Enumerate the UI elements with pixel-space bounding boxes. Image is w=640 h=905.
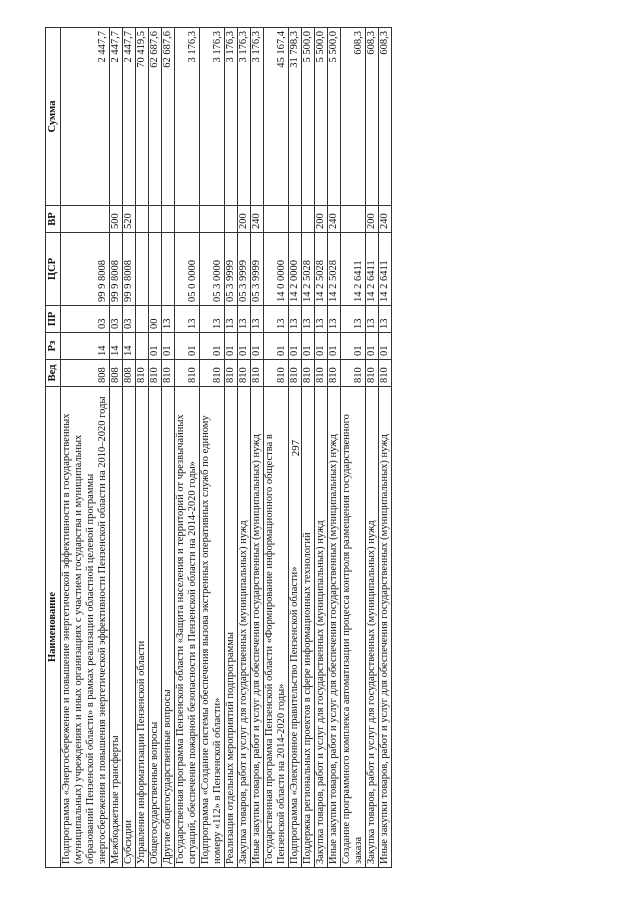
cell-vr: 240 — [379, 206, 392, 233]
cell-rz: 01 — [175, 333, 200, 360]
page-number: 297 — [290, 439, 302, 457]
cell-pr: 00 — [149, 306, 162, 333]
cell-csr: 05 3 9999 — [238, 233, 251, 306]
cell-ved: 810 — [289, 360, 302, 387]
table-row — [302, 28, 315, 868]
cell-sum: 2 447,7 — [123, 28, 136, 206]
cell-csr: 14 2 0000 — [289, 233, 302, 306]
cell-pr: 13 — [175, 306, 200, 333]
cell-ved: 810 — [238, 360, 251, 387]
cell-ved: 810 — [302, 360, 315, 387]
cell-vr — [175, 206, 200, 233]
cell-rz: 01 — [200, 333, 225, 360]
cell-csr: 14 0 0000 — [264, 233, 289, 306]
cell-name: Другие общегосударственные вопросы — [162, 387, 175, 868]
cell-ved: 810 — [251, 360, 264, 387]
cell-pr: 13 — [251, 306, 264, 333]
cell-csr: 14 2 6411 — [366, 233, 379, 306]
cell-rz: 01 — [328, 333, 341, 360]
cell-name: Государственная программа Пензенской области «Формирование информационного общества в Пензенской области на 2014-2020 годы» — [264, 387, 289, 868]
cell-csr: 14 2 5028 — [328, 233, 341, 306]
cell-sum: 3 176,3 — [200, 28, 225, 206]
cell-rz: 14 — [123, 333, 136, 360]
cell-sum: 3 176,3 — [175, 28, 200, 206]
cell-name: Подпрограмма «Энергосбережение и повышение энергетической эффективности в государственных (муниципальных) учреждениях и иных организациях с участием государства и муниципальных образований Пензенской области» в рамках реализации областной целевой программы энергосбережения и повышения энергетической эффективности Пензенской области на 2010–2020 годы — [61, 387, 110, 868]
cell-ved: 810 — [264, 360, 289, 387]
cell-csr: 14 2 5028 — [302, 233, 315, 306]
cell-name: Государственная программа Пензенской области «Защита населения и территорий от чрезвычайных ситуаций, обеспечение пожарной безопасности в Пензенской области на 2014-2020 годы» — [175, 387, 200, 868]
table-row — [341, 28, 366, 868]
cell-name: Закупка товаров, работ и услуг для государственных (муниципальных) нужд — [366, 387, 379, 868]
cell-sum: 3 176,3 — [251, 28, 264, 206]
table-row — [238, 28, 251, 868]
table-row — [289, 28, 302, 868]
header-name: Наименование — [46, 387, 61, 868]
cell-csr: 99 9 8008 — [61, 233, 110, 306]
cell-csr — [162, 233, 175, 306]
cell-sum: 5 500,0 — [328, 28, 341, 206]
table-row — [175, 28, 200, 868]
cell-sum: 3 176,3 — [238, 28, 251, 206]
cell-vr: 240 — [328, 206, 341, 233]
cell-sum: 62 687,6 — [149, 28, 162, 206]
cell-name: Иные закупки товаров, работ и услуг для обеспечения государственных (муниципальных) нужд — [328, 387, 341, 868]
cell-vr — [136, 206, 149, 233]
cell-sum: 3 176,3 — [225, 28, 238, 206]
cell-csr: 14 2 6411 — [341, 233, 366, 306]
cell-ved: 810 — [379, 360, 392, 387]
cell-pr: 13 — [328, 306, 341, 333]
cell-pr: 13 — [289, 306, 302, 333]
cell-sum: 608,3 — [379, 28, 392, 206]
cell-ved: 810 — [341, 360, 366, 387]
table-row — [200, 28, 225, 868]
table-row — [149, 28, 162, 868]
cell-rz: 01 — [379, 333, 392, 360]
cell-ved: 810 — [225, 360, 238, 387]
cell-rz: 01 — [238, 333, 251, 360]
cell-rz: 01 — [162, 333, 175, 360]
cell-name: Иные закупки товаров, работ и услуг для обеспечения государственных (муниципальных) нужд — [379, 387, 392, 868]
table-row — [251, 28, 264, 868]
cell-name: Закупка товаров, работ и услуг для государственных (муниципальных) нужд — [315, 387, 328, 868]
cell-pr: 13 — [302, 306, 315, 333]
table-header-row — [46, 28, 61, 868]
cell-pr: 13 — [200, 306, 225, 333]
cell-rz: 01 — [315, 333, 328, 360]
cell-pr — [136, 306, 149, 333]
cell-ved: 810 — [366, 360, 379, 387]
cell-sum: 2 447,7 — [61, 28, 110, 206]
cell-sum: 608,3 — [341, 28, 366, 206]
cell-vr: 200 — [315, 206, 328, 233]
cell-name: Подпрограмма «Создание системы обеспечения вызова экстренных оперативных служб по единому номеру «112» в Пензенской области» — [200, 387, 225, 868]
cell-sum: 62 687,6 — [162, 28, 175, 206]
table-row — [315, 28, 328, 868]
table-row — [136, 28, 149, 868]
cell-vr — [61, 206, 110, 233]
cell-csr: 05 3 9999 — [251, 233, 264, 306]
cell-csr: 99 9 8008 — [123, 233, 136, 306]
table-row — [379, 28, 392, 868]
cell-sum: 2 447,7 — [110, 28, 123, 206]
cell-rz: 01 — [302, 333, 315, 360]
cell-ved: 810 — [200, 360, 225, 387]
cell-rz: 01 — [289, 333, 302, 360]
cell-csr — [149, 233, 162, 306]
budget-table — [45, 27, 392, 868]
cell-sum: 5 500,0 — [302, 28, 315, 206]
cell-rz: 01 — [251, 333, 264, 360]
cell-rz: 01 — [366, 333, 379, 360]
header-sum: Сумма — [46, 28, 61, 206]
cell-rz: 14 — [61, 333, 110, 360]
cell-pr: 13 — [162, 306, 175, 333]
cell-vr — [341, 206, 366, 233]
cell-rz: 14 — [110, 333, 123, 360]
cell-csr — [136, 233, 149, 306]
cell-pr: 13 — [315, 306, 328, 333]
cell-sum: 31 798,3 — [289, 28, 302, 206]
cell-vr — [149, 206, 162, 233]
table-body — [61, 28, 392, 868]
cell-name: Создание программного комплекса автоматизации процесса контроля размещения государственного заказа — [341, 387, 366, 868]
cell-name: Межбюджетные трансферты — [110, 387, 123, 868]
cell-name: Поддержка региональных проектов в сфере информационных технологий — [302, 387, 315, 868]
table-row — [366, 28, 379, 868]
cell-ved: 810 — [175, 360, 200, 387]
table-row — [328, 28, 341, 868]
cell-rz — [136, 333, 149, 360]
cell-ved: 810 — [315, 360, 328, 387]
cell-rz: 01 — [149, 333, 162, 360]
cell-csr: 99 9 8008 — [110, 233, 123, 306]
table-row — [110, 28, 123, 868]
cell-name: Закупка товаров, работ и услуг для государственных (муниципальных) нужд — [238, 387, 251, 868]
cell-vr: 240 — [251, 206, 264, 233]
cell-csr: 05 3 9999 — [225, 233, 238, 306]
cell-ved: 810 — [328, 360, 341, 387]
cell-pr: 13 — [264, 306, 289, 333]
cell-pr: 03 — [61, 306, 110, 333]
rotated-page-content — [45, 28, 537, 868]
cell-ved: 808 — [110, 360, 123, 387]
cell-vr — [225, 206, 238, 233]
cell-name: Подпрограмма «Электронное правительство Пензенской области» — [289, 387, 302, 868]
cell-ved: 808 — [61, 360, 110, 387]
cell-vr — [289, 206, 302, 233]
cell-ved: 810 — [136, 360, 149, 387]
cell-csr: 14 2 6411 — [379, 233, 392, 306]
table-row — [61, 28, 110, 868]
table-row — [225, 28, 238, 868]
cell-pr: 13 — [341, 306, 366, 333]
cell-pr: 03 — [110, 306, 123, 333]
cell-name: Реализация отдельных мероприятий подпрограммы — [225, 387, 238, 868]
cell-pr: 13 — [366, 306, 379, 333]
cell-rz: 01 — [341, 333, 366, 360]
cell-pr: 13 — [379, 306, 392, 333]
cell-vr: 200 — [238, 206, 251, 233]
cell-sum: 5 500,0 — [315, 28, 328, 206]
cell-vr: 200 — [366, 206, 379, 233]
cell-rz: 01 — [225, 333, 238, 360]
cell-sum: 608,3 — [366, 28, 379, 206]
cell-ved: 808 — [123, 360, 136, 387]
header-vr: ВР — [46, 206, 61, 233]
cell-name: Субсидии — [123, 387, 136, 868]
table-row — [162, 28, 175, 868]
table-row — [123, 28, 136, 868]
cell-ved: 810 — [162, 360, 175, 387]
cell-csr: 05 3 0000 — [200, 233, 225, 306]
cell-vr — [200, 206, 225, 233]
cell-vr: 520 — [123, 206, 136, 233]
header-pr: ПР — [46, 306, 61, 333]
cell-vr — [162, 206, 175, 233]
cell-name: Управление информатизации Пензенской области — [136, 387, 149, 868]
header-rz: Рз — [46, 333, 61, 360]
header-csr: ЦСР — [46, 233, 61, 306]
cell-ved: 810 — [149, 360, 162, 387]
cell-csr: 05 0 0000 — [175, 233, 200, 306]
table-row — [264, 28, 289, 868]
cell-csr: 14 2 5028 — [315, 233, 328, 306]
header-ved: Вед — [46, 360, 61, 387]
cell-sum: 45 167,4 — [264, 28, 289, 206]
cell-sum: 70 419,5 — [136, 28, 149, 206]
cell-name: Общегосударственные вопросы — [149, 387, 162, 868]
cell-name: Иные закупки товаров, работ и услуг для обеспечения государственных (муниципальных) нужд — [251, 387, 264, 868]
cell-rz: 01 — [264, 333, 289, 360]
cell-vr: 500 — [110, 206, 123, 233]
cell-pr: 13 — [238, 306, 251, 333]
cell-pr: 03 — [123, 306, 136, 333]
cell-pr: 13 — [225, 306, 238, 333]
cell-vr — [302, 206, 315, 233]
cell-vr — [264, 206, 289, 233]
